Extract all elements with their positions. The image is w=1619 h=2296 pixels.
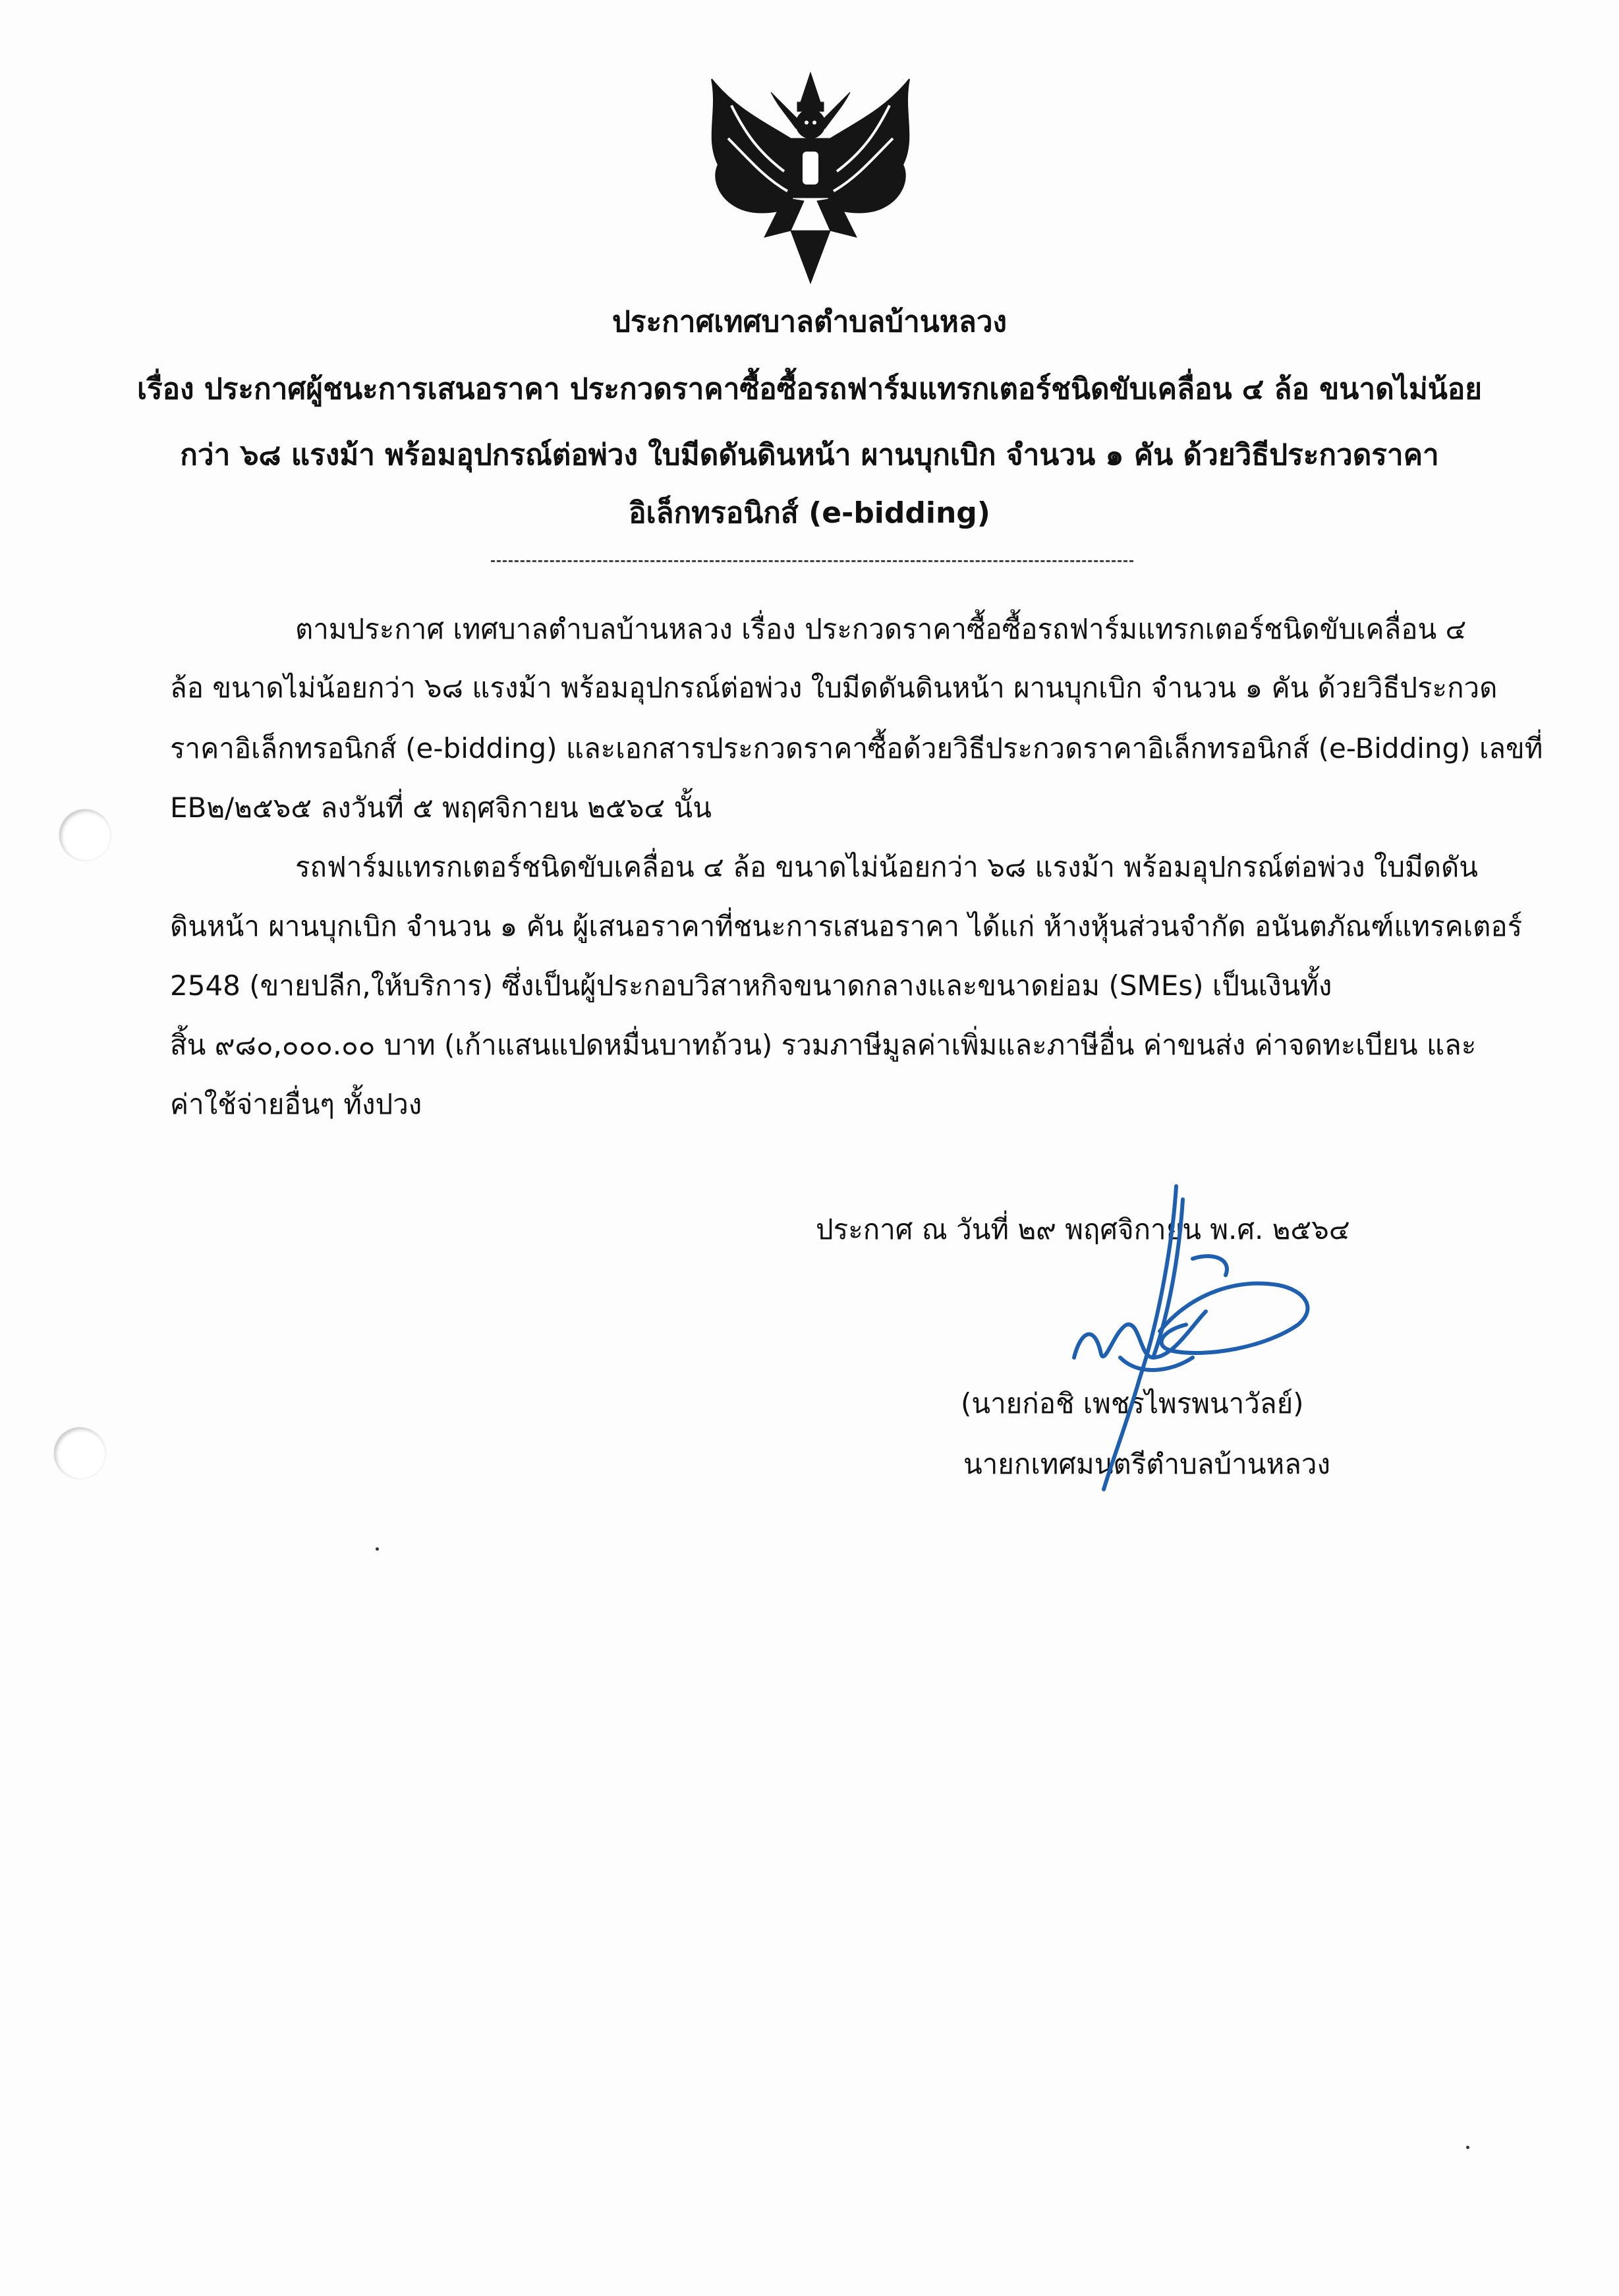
subject-line: เรื่อง ประกาศผู้ชนะการเสนอราคา ประกวดราคาซื้อซื้อรถฟาร์มแทรกเตอร์ชนิดขับเคลื่อน ๔ ล้อ ขนาดไม่น้อย: [136, 372, 1483, 406]
garuda-emblem-icon: [692, 66, 929, 290]
subject-line: กว่า ๖๘ แรงม้า พร้อมอุปกรณ์ต่อพ่วง ใบมีดดันดินหน้า ผานบุกเบิก จำนวน ๑ คัน ด้วยวิธีประกวดราคา: [180, 438, 1439, 472]
signatory-position: นายกเทศมนตรีตำบลบ้านหลวง: [963, 1448, 1330, 1480]
signatory-name: (นายก่อชิ เพชรไพรพนาวัลย์): [961, 1387, 1304, 1420]
subject-line: อิเล็กทรอนิกส์ (e-bidding): [629, 496, 990, 530]
punch-hole: [54, 1427, 105, 1479]
paper-speck: [1466, 2146, 1469, 2149]
paragraph-line: 2548 (ขายปลีก,ให้บริการ) ซึ่งเป็นผู้ประกอบวิสาหกิจขนาดกลางและขนาดย่อม (SMEs) เป็นเงินทั้ง: [170, 969, 1332, 1002]
handwritten-signature: [1041, 1160, 1331, 1503]
punch-hole: [59, 809, 111, 861]
paragraph-line: รถฟาร์มแทรกเตอร์ชนิดขับเคลื่อน ๔ ล้อ ขนาดไม่น้อยกว่า ๖๘ แรงม้า พร้อมอุปกรณ์ต่อพ่วง ใบมีดดัน: [295, 851, 1478, 883]
paragraph-line: ค่าใช้จ่ายอื่นๆ ทั้งปวง: [170, 1088, 422, 1120]
paper-speck: [376, 1547, 379, 1551]
paragraph-line: ตามประกาศ เทศบาลตำบลบ้านหลวง เรื่อง ประกวดราคาซื้อซื้อรถฟาร์มแทรกเตอร์ชนิดขับเคลื่อน ๔: [295, 613, 1467, 645]
paragraph-line: สิ้น ๙๘๐,๐๐๐.๐๐ บาท (เก้าแสนแปดหมื่นบาทถ้วน) รวมภาษีมูลค่าเพิ่มและภาษีอื่น ค่าขนส่ง ค่าจดทะเบียน และ: [170, 1029, 1477, 1061]
paragraph-line: EB๒/๒๕๖๕ ลงวันที่ ๕ พฤศจิกายน ๒๕๖๔ นั้น: [170, 791, 712, 824]
paragraph-line: ล้อ ขนาดไม่น้อยกว่า ๖๘ แรงม้า พร้อมอุปกรณ์ต่อพ่วง ใบมีดดันดินหน้า ผานบุกเบิก จำนวน ๑ คัน ด้วยวิธีประกวด: [170, 672, 1498, 704]
separator-line: [491, 560, 1133, 562]
announcement-date: ประกาศ ณ วันที่ ๒๙ พฤศจิกายน พ.ศ. ๒๕๖๔: [816, 1213, 1350, 1246]
organization-title: ประกาศเทศบาลตำบลบ้านหลวง: [611, 305, 1008, 339]
paragraph-line: ราคาอิเล็กทรอนิกส์ (e-bidding) และเอกสารประกวดราคาซื้อด้วยวิธีประกวดราคาอิเล็กทรอนิกส์ (e-Bidding) เลขที่: [170, 732, 1543, 764]
paragraph-line: ดินหน้า ผานบุกเบิก จำนวน ๑ คัน ผู้เสนอราคาที่ชนะการเสนอราคา ได้แก่ ห้างหุ้นส่วนจำกัด อนันตภัณฑ์แทรคเตอร์: [170, 910, 1523, 942]
